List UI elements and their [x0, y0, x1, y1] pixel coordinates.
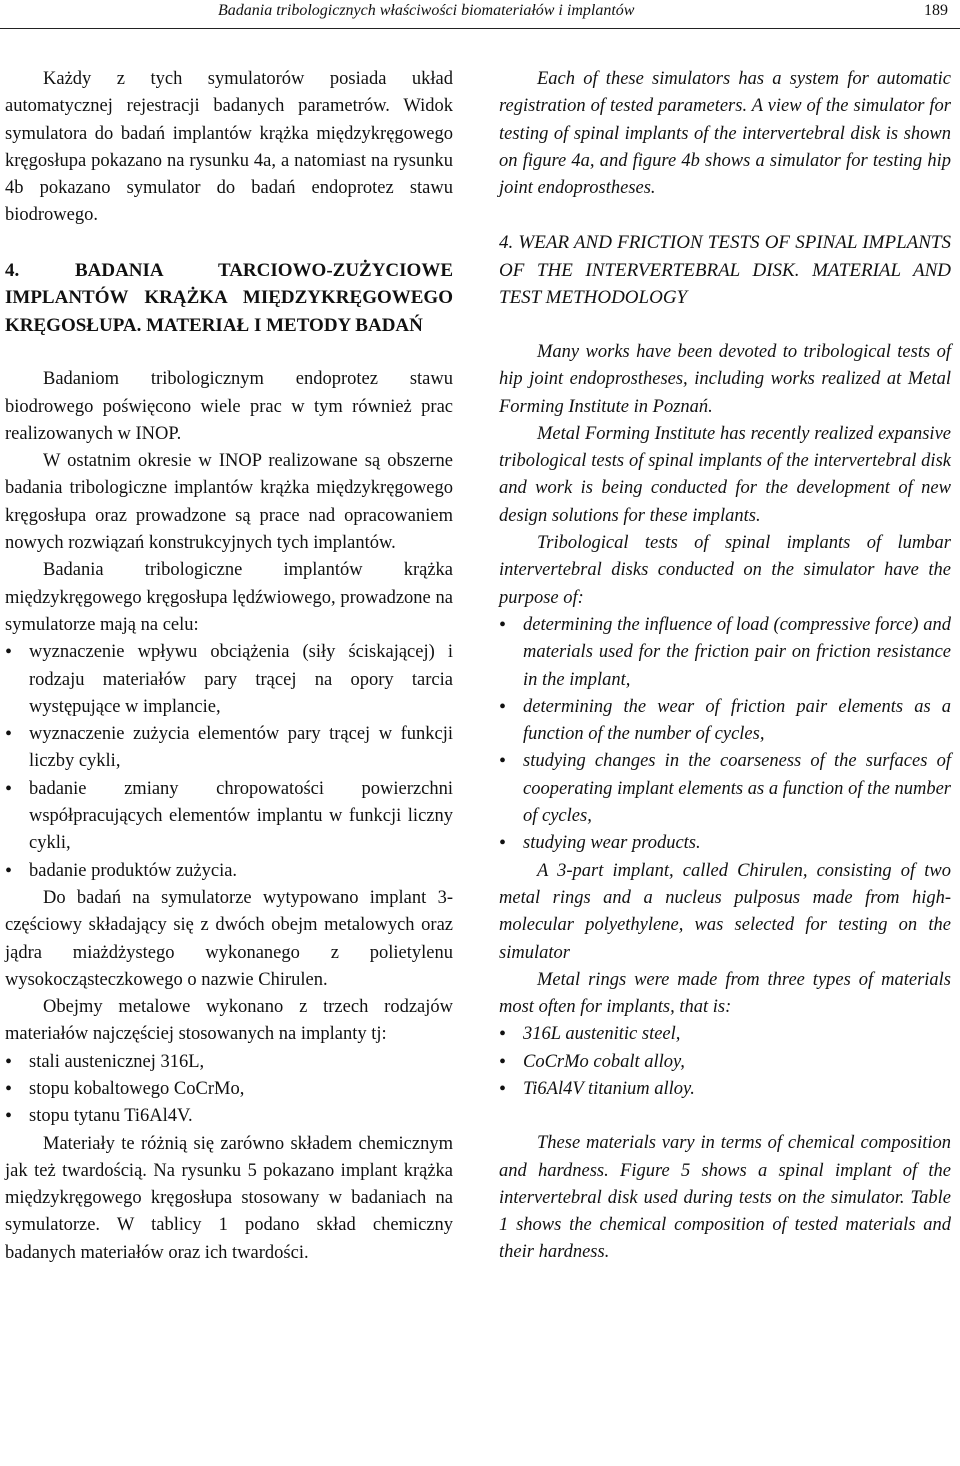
paragraph: Tribological tests of spinal implants of lumbar intervertebral disks conducted on the simulator have the purpose of: [499, 533, 951, 608]
paragraph: Badania tribologiczne implantów krążka międzykręgowego kręgosłupa lędźwiowego, prowadzone na symulatorze mają na celu: [5, 560, 453, 635]
list-item: • wyznaczenie wpływu obciążenia (siły ściskającej) i rodzaju materiałów pary trącej na opory tarcia występujące w implancie, [5, 639, 453, 721]
paragraph: W ostatnim okresie w INOP realizowane są obszerne badania tribologiczne implantów krążka międzykręgowego kręgosłupa oraz prowadzone są prace nad opracowaniem nowych rozwiązań konstrukcyjnych tych implantów. [5, 451, 453, 554]
paragraph: A 3-part implant, called Chirulen, consisting of two metal rings and a nucleus pulposus made from high-molecular polyethylene, was selected for testing on the simulator [499, 860, 951, 963]
list-item: • stopu kobaltowego CoCrMo, [5, 1076, 453, 1103]
list-item: • CoCrMo cobalt alloy, [499, 1049, 951, 1076]
list-item: • badanie zmiany chropowatości powierzchni współpracujących elementów implantu w funkcji liczny cykli, [5, 776, 453, 858]
list-item: • stali austenicznej 316L, [5, 1049, 453, 1076]
paragraph: Metal Forming Institute has recently realized expansive tribological tests of spinal implants of the intervertebral disk and work is being conducted for the development of new design solutions for these implants. [499, 423, 951, 526]
list-item: • determining the wear of friction pair elements as a function of the number of cycles, [499, 694, 951, 749]
section-heading: 4. BADANIA TARCIOWO-ZUŻYCIOWE IMPLANTÓW KRĄŻKA MIĘDZYKRĘGOWEGO KRĘGOSŁUPA. MATERIAŁ I METODY BADAŃ [5, 259, 453, 336]
running-header [0, 0, 960, 29]
list-item: • studying changes in the coarseness of the surfaces of cooperating implant elements as a function of the number of cycles, [499, 748, 951, 830]
aims-list [499, 612, 951, 858]
paragraph: Metal rings were made from three types of materials most often for implants, that is: [499, 969, 951, 1018]
materials-list [499, 1021, 951, 1103]
section-heading: 4. WEAR AND FRICTION TESTS OF SPINAL IMPLANTS OF THE INTERVERTEBRAL DISK. MATERIAL AND TEST METHODOLOGY [499, 232, 951, 309]
paragraph: Many works have been devoted to tribological tests of hip joint endoprostheses, including works realized at Metal Forming Institute in Poznań. [499, 341, 951, 417]
list-item: • stopu tytanu Ti6Al4V. [5, 1103, 453, 1130]
materials-list [5, 1049, 453, 1131]
intro-paragraph: Each of these simulators has a system for automatic registration of tested parameters. A view of the simulator for testing of spinal implants of the intervertebral disk is shown on figure 4a, and figure 4b shows a simulator for testing hip joint endoprostheses. [499, 69, 951, 199]
page-number: 189 [924, 2, 948, 19]
list-item: • badanie produktów zużycia. [5, 858, 453, 885]
list-item: • 316L austenitic steel, [499, 1021, 951, 1048]
polish-column [5, 66, 453, 1267]
list-item: • Ti6Al4V titanium alloy. [499, 1076, 951, 1103]
running-title: Badania tribologicznych właściwości biomateriałów i implantów [218, 2, 635, 19]
paragraph: These materials vary in terms of chemical composition and hardness. Figure 5 shows a spinal implant of the intervertebral disk used during tests on the simulator. Table 1 shows the chemical composition of tested materials and their hardness. [499, 1133, 951, 1263]
list-item: • determining the influence of load (compressive force) and materials used for the friction pair on friction resistance in the implant, [499, 612, 951, 694]
paragraph: Do badań na symulatorze wytypowano implant 3-częściowy składający się z dwóch obejm metalowych oraz jądra miażdżystego wykonanego z polietylenu wysokocząsteczkowego o nazwie Chirulen. [5, 887, 453, 990]
list-item: • studying wear products. [499, 830, 951, 857]
paragraph: Obejmy metalowe wykonano z trzech rodzajów materiałów najczęściej stosowanych na implanty tj: [5, 997, 453, 1045]
intro-paragraph: Każdy z tych symulatorów posiada układ automatycznej rejestracji badanych parametrów. Widok symulatora do badań implantów krążka międzykręgowego kręgosłupa pokazano na rysunku 4a, a natomiast na rysunku 4b pokazano symulator do badań endoprotez stawu biodrowego. [5, 69, 453, 226]
list-item: • wyznaczenie zużycia elementów pary trącej w funkcji liczby cykli, [5, 721, 453, 776]
paragraph: Materiały te różnią się zarówno składem chemicznym jak też twardością. Na rysunku 5 pokazano implant krążka międzykręgowego kręgosłupa stosowany w badaniach na symulatorze. W tablicy 1 podano skład chemiczny badanych materiałów oraz ich twardości. [5, 1133, 453, 1263]
aims-list [5, 639, 453, 885]
paragraph: Badaniom tribologicznym endoprotez stawu biodrowego poświęcono wiele prac w tym również prac realizowanych w INOP. [5, 369, 453, 444]
english-column [499, 66, 951, 1267]
